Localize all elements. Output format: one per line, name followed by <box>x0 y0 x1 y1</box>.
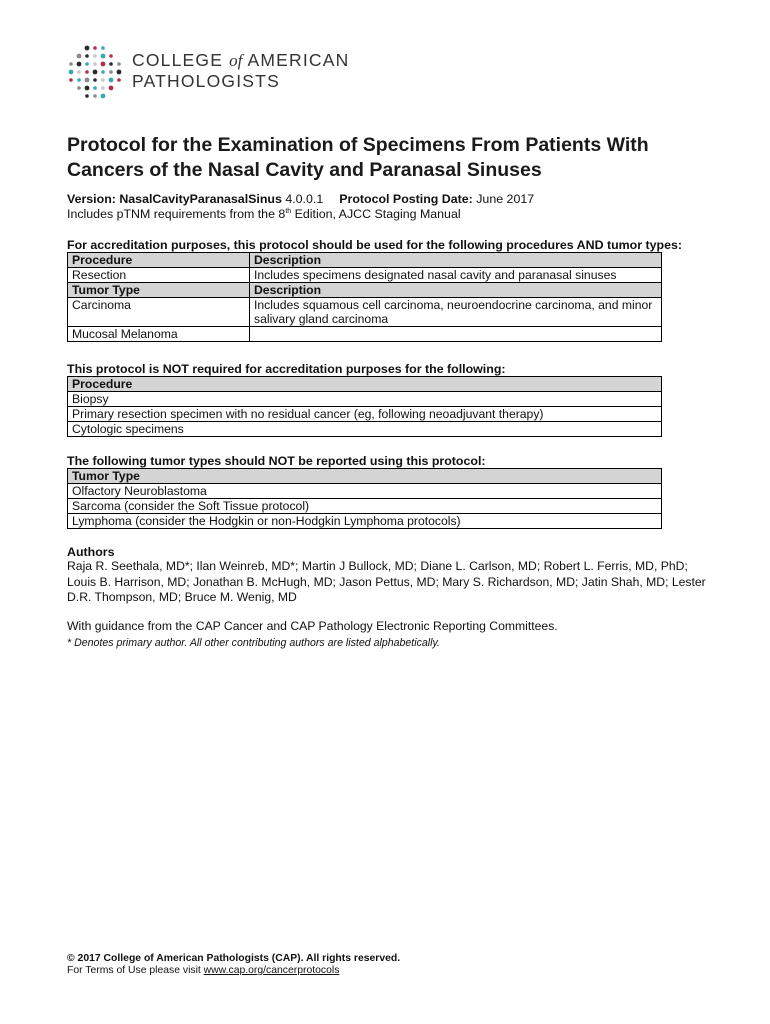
logo-dot <box>101 78 105 82</box>
terms-prefix: For Terms of Use please visit <box>67 965 204 976</box>
procedure-name: Resection <box>68 268 250 283</box>
logo-dot <box>69 62 73 66</box>
table-cell: Sarcoma (consider the Soft Tissue protocol) <box>68 499 662 514</box>
logo-dot <box>93 86 97 90</box>
logo-dot <box>101 86 105 90</box>
logo-dot <box>77 86 81 90</box>
logo-dot <box>93 46 97 50</box>
table-cell: Lymphoma (consider the Hodgkin or non-Hodgkin Lymphoma protocols) <box>68 514 662 529</box>
logo-dot <box>85 86 90 91</box>
logo-dot <box>69 70 74 75</box>
logo-dot <box>93 62 97 66</box>
logo-dot <box>117 70 122 75</box>
logo-dot <box>109 62 113 66</box>
procedure-header: Procedure <box>68 377 662 392</box>
logo-american: AMERICAN <box>242 50 350 70</box>
includes-superscript: th <box>285 208 292 215</box>
accreditation-heading: For accreditation purposes, this protocol should be used for the following procedures AND tumor types: <box>67 238 682 252</box>
logo-dot <box>101 54 106 59</box>
tumor-description-header: Description <box>250 283 662 298</box>
logo-dot <box>117 62 121 66</box>
cancer-protocols-link[interactable]: www.cap.org/cancerprotocols <box>203 965 340 976</box>
procedure-header: Procedure <box>68 253 250 268</box>
includes-text: Includes pTNM requirements from the 8 <box>67 207 286 221</box>
logo-dot <box>77 78 81 82</box>
logo-dot <box>85 70 89 74</box>
authors-heading: Authors <box>67 545 115 559</box>
logo-dot <box>93 94 97 98</box>
tumor-description: Includes squamous cell carcinoma, neuroendocrine carcinoma, and minor salivary gland carcinoma <box>250 298 662 327</box>
document-title: Protocol for the Examination of Specimens From Patients With Cancers of the Nasal Cavity and Paranasal Sinuses <box>67 134 649 181</box>
table-cell: Primary resection specimen with no residual cancer (eg, following neoadjuvant therapy) <box>68 407 662 422</box>
logo-dot <box>101 94 106 99</box>
logo-dot <box>69 78 73 82</box>
table-header-row <box>68 283 662 298</box>
table-row <box>68 407 662 422</box>
logo-pathologists: PATHOLOGISTS <box>132 71 280 91</box>
logo-dot <box>85 46 90 51</box>
terms-of-use <box>67 965 339 977</box>
table-header-row <box>68 469 662 484</box>
not-required-table <box>67 376 662 437</box>
logo-dot <box>77 70 81 74</box>
logo-dot <box>109 70 113 74</box>
guidance-text: With guidance from the CAP Cancer and CAP Pathology Electronic Reporting Committees. <box>67 619 558 633</box>
primary-author-note: * Denotes primary author. All other contributing authors are listed alphabetically. <box>67 637 440 649</box>
logo-dot <box>101 70 105 74</box>
table-row <box>68 499 662 514</box>
logo-college: COLLEGE <box>132 50 230 70</box>
cap-logo <box>66 44 366 102</box>
tumor-type-header: Tumor Type <box>68 469 662 484</box>
logo-dot <box>93 54 97 58</box>
authors-list: Raja R. Seethala, MD*; Ilan Weinreb, MD*; Martin J Bullock, MD; Diane L. Carlson, MD; Robert L. Ferris, MD, PhD; Louis B. Harrison, MD; Jonathan B. McHugh, MD; Jason Pettus, MD; Mary S. Richardson, MD; Jatin Shah, MD; Lester D.R. Thompson, MD; Bruce M. Wenig, MD <box>67 559 706 604</box>
procedure-description: Includes specimens designated nasal cavity and paranasal sinuses <box>250 268 662 283</box>
accreditation-table <box>67 252 662 342</box>
posting-date-value: June 2017 <box>472 192 535 206</box>
logo-dot <box>93 78 97 82</box>
table-row <box>68 484 662 499</box>
logo-dot <box>93 70 98 75</box>
logo-dot <box>117 78 121 82</box>
table-cell: Olfactory Neuroblastoma <box>68 484 662 499</box>
description-header: Description <box>250 253 662 268</box>
table-row <box>68 392 662 407</box>
logo-dot <box>77 62 82 67</box>
table-row <box>68 327 662 342</box>
table-row <box>68 422 662 437</box>
logo-dot <box>85 62 89 66</box>
table-header-row <box>68 253 662 268</box>
logo-dot <box>109 78 114 83</box>
logo-dot <box>101 62 106 67</box>
logo-dot <box>109 86 114 91</box>
table-row <box>68 298 662 327</box>
table-cell: Cytologic specimens <box>68 422 662 437</box>
includes-text-end: Edition, AJCC Staging Manual <box>291 207 461 221</box>
version-label: Version: NasalCavityParanasalSinus <box>67 192 282 206</box>
logo-dot <box>85 54 89 58</box>
logo-dot <box>101 46 105 50</box>
not-required-heading: This protocol is NOT required for accreditation purposes for the following: <box>67 362 506 376</box>
table-row <box>68 514 662 529</box>
table-header-row <box>68 377 662 392</box>
posting-date-label: Protocol Posting Date: <box>339 192 473 206</box>
logo-of: of <box>229 51 243 70</box>
logo-dot <box>109 54 113 58</box>
not-reported-table <box>67 468 662 529</box>
copyright-notice: © 2017 College of American Pathologists (CAP). All rights reserved. <box>67 953 401 964</box>
cap-dot-logo-icon <box>66 44 126 100</box>
tumor-description <box>250 327 662 342</box>
version-block <box>67 192 727 222</box>
table-row <box>68 268 662 283</box>
logo-dot <box>77 54 82 59</box>
table-cell: Biopsy <box>68 392 662 407</box>
logo-dot <box>85 78 90 83</box>
not-reported-heading: The following tumor types should NOT be reported using this protocol: <box>67 454 486 468</box>
logo-wordmark <box>132 50 349 92</box>
tumor-name: Mucosal Melanoma <box>68 327 250 342</box>
tumor-type-header: Tumor Type <box>68 283 250 298</box>
version-value: 4.0.0.1 <box>281 192 324 206</box>
logo-dot <box>85 94 89 98</box>
tumor-name: Carcinoma <box>68 298 250 327</box>
